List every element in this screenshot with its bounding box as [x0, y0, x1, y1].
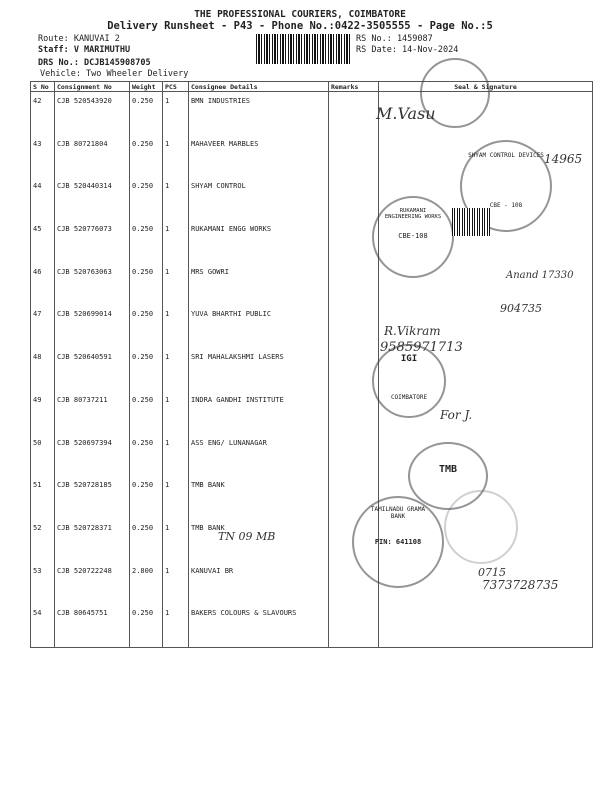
staff: Staff: V MARIMUTHU [38, 45, 131, 55]
sig-43: 14965 [544, 152, 583, 166]
cell-sno: 54 [31, 604, 55, 647]
cell-remarks [329, 305, 379, 348]
cell-seal [379, 604, 593, 647]
cell-remarks [329, 135, 379, 178]
table-header-row [31, 82, 593, 92]
cell-pcs: 1 [163, 434, 189, 477]
cell-sno: 50 [31, 434, 55, 477]
stamp-tmb-text: TMB [438, 464, 458, 475]
col-consignee: Consignee Details [189, 82, 329, 92]
cell-consignee: YUVA BHARTHI PUBLIC [189, 305, 329, 348]
route: Route: KANUVAI 2 [38, 34, 120, 44]
cell-consignee: MAHAVEER MARBLES [189, 135, 329, 178]
cell-pcs: 1 [163, 519, 189, 562]
cell-pcs: 1 [163, 391, 189, 434]
cell-weight: 0.250 [130, 135, 163, 178]
drs-number: DRS No.: DCJB145908705 [38, 58, 151, 68]
cell-pcs: 1 [163, 305, 189, 348]
cell-pcs: 1 [163, 604, 189, 647]
cell-sno: 49 [31, 391, 55, 434]
cell-sno: 42 [31, 92, 55, 135]
cell-remarks [329, 177, 379, 220]
cell-remarks [329, 263, 379, 306]
cell-sno: 46 [31, 263, 55, 306]
cell-consignee: ASS ENG/ LUNANAGAR [189, 434, 329, 477]
stamp-igi-sub: COIMBATORE [390, 394, 428, 401]
table-row [31, 348, 593, 391]
cell-pcs: 1 [163, 135, 189, 178]
cell-weight: 0.250 [130, 519, 163, 562]
cell-cons: CJB 80645751 [55, 604, 130, 647]
cell-pcs: 1 [163, 177, 189, 220]
cell-consignee: RUKAMANI ENGG WORKS [189, 220, 329, 263]
cell-sno: 43 [31, 135, 55, 178]
cell-cons: CJB 80721804 [55, 135, 130, 178]
cell-consignee: SRI MAHALAKSHMI LASERS [189, 348, 329, 391]
cell-cons: CJB 520776073 [55, 220, 130, 263]
cell-weight: 0.250 [130, 92, 163, 135]
cell-weight: 0.250 [130, 348, 163, 391]
cell-remarks [329, 604, 379, 647]
cell-consignee: TMB BANK [189, 476, 329, 519]
cell-pcs: 1 [163, 476, 189, 519]
cell-pcs: 1 [163, 348, 189, 391]
cell-weight: 0.250 [130, 604, 163, 647]
cell-remarks [329, 92, 379, 135]
cell-weight: 0.250 [130, 263, 163, 306]
cell-cons: CJB 520543920 [55, 92, 130, 135]
cell-cons: CJB 520728371 [55, 519, 130, 562]
sig-50: For J. [440, 408, 473, 422]
stamp-rukamani [372, 196, 454, 278]
cell-sno: 51 [31, 476, 55, 519]
col-weight: Weight [130, 82, 163, 92]
cell-cons: CJB 520440314 [55, 177, 130, 220]
stamp-igi [372, 344, 446, 418]
sig-54: 0715 [478, 566, 506, 579]
cell-remarks [329, 391, 379, 434]
cell-remarks [329, 348, 379, 391]
company-name: THE PROFESSIONAL COURIERS, COIMBATORE [194, 9, 406, 20]
cell-remarks [329, 434, 379, 477]
col-seal: Seal & Signature [379, 82, 593, 92]
cell-weight: 0.250 [130, 220, 163, 263]
sig-48: R.Vikram [384, 324, 441, 338]
vehicle: Vehicle: Two Wheeler Delivery [40, 69, 189, 79]
cell-consignee: KANUVAI BR [189, 562, 329, 605]
cell-cons: CJB 520722248 [55, 562, 130, 605]
runsheet-title: Delivery Runsheet - P43 - Phone No.:0422-3505555 - Page No.:5 [107, 20, 493, 32]
cell-sno: 45 [31, 220, 55, 263]
stamp-rukamani-text: RUKAMANI ENGINEERING WORKS [384, 208, 442, 220]
cell-cons: CJB 520640591 [55, 348, 130, 391]
barcode [256, 34, 350, 64]
rs-number: RS No.: 1459087 [356, 34, 433, 44]
cell-sno: 44 [31, 177, 55, 220]
cell-consignee: TMB BANK [189, 519, 329, 562]
cell-consignee: MRS GOWRI [189, 263, 329, 306]
cell-cons: CJB 520697394 [55, 434, 130, 477]
cell-pcs: 1 [163, 263, 189, 306]
cell-pcs: 1 [163, 92, 189, 135]
stamp-rukamani-sub: CBE-108 [398, 232, 428, 240]
table-row [31, 391, 593, 434]
cell-sno: 53 [31, 562, 55, 605]
table-row [31, 604, 593, 647]
cell-weight: 2.800 [130, 562, 163, 605]
barcode-small [452, 208, 490, 236]
stamp-shyam-text: SHYAM CONTROL DEVICES [468, 152, 544, 159]
stamp-faded [444, 490, 518, 564]
rs-date: RS Date: 14-Nov-2024 [356, 45, 459, 55]
cell-pcs: 1 [163, 220, 189, 263]
cell-sno: 48 [31, 348, 55, 391]
stamp-kanuvai-text: TAMILNADU GRAMA BANK [370, 506, 426, 520]
cell-cons: CJB 520728185 [55, 476, 130, 519]
cell-consignee: BMN INDUSTRIES [189, 92, 329, 135]
stamp-shyam-sub: CBE - 108 [489, 202, 523, 209]
cell-consignee: SHYAM CONTROL [189, 177, 329, 220]
table-row [31, 434, 593, 477]
col-pcs: PCS [163, 82, 189, 92]
cell-weight: 0.250 [130, 476, 163, 519]
cell-remarks [329, 220, 379, 263]
cell-consignee: BAKERS COLOURS & SLAVOURS [189, 604, 329, 647]
cell-cons: CJB 520763063 [55, 263, 130, 306]
cell-weight: 0.250 [130, 434, 163, 477]
sig-42: M.Vasu [376, 104, 436, 123]
sig-48b: 9585971713 [380, 340, 463, 355]
cell-pcs: 1 [163, 562, 189, 605]
cell-weight: 0.250 [130, 177, 163, 220]
cell-weight: 0.250 [130, 391, 163, 434]
col-sno: S No [31, 82, 55, 92]
cell-sno: 52 [31, 519, 55, 562]
cell-sno: 47 [31, 305, 55, 348]
sig-47: Anand 17330 [506, 270, 574, 281]
cell-cons: CJB 80737211 [55, 391, 130, 434]
sig-54b: 7373728735 [482, 578, 559, 592]
sig-47b: 904735 [500, 302, 542, 315]
table-row [31, 92, 593, 135]
sig-53: TN 09 MB [218, 530, 276, 543]
stamp-igi-text: IGI [400, 354, 418, 364]
col-remarks: Remarks [329, 82, 379, 92]
cell-cons: CJB 520699014 [55, 305, 130, 348]
stamp-kanuvai [352, 496, 444, 588]
stamp-kanuvai-pin: PIN: 641108 [374, 538, 422, 546]
cell-consignee: INDRA GANDHI INSTITUTE [189, 391, 329, 434]
cell-weight: 0.250 [130, 305, 163, 348]
col-consignment: Consignment No [55, 82, 130, 92]
